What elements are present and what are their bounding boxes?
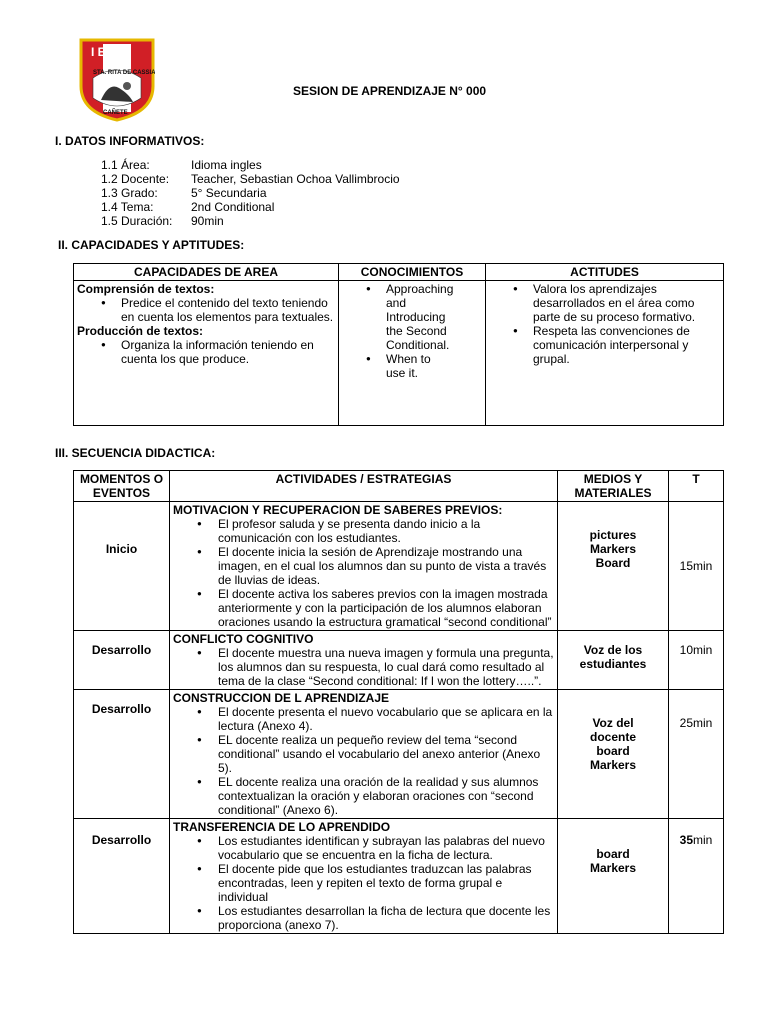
list-item: ● El docente presenta el nuevo vocabulario que se aplicara en la lectura (Anexo 4).	[173, 705, 554, 733]
table-row	[74, 819, 724, 934]
header-momentos: MOMENTOS O EVENTOS	[74, 471, 170, 502]
header-tiempo: T	[669, 471, 724, 502]
list-item: ● Los estudiantes desarrollan la ficha de lectura que docente les proporciona (anexo 7).	[173, 904, 554, 932]
moment-cell: Desarrollo	[74, 690, 170, 819]
list	[77, 338, 335, 366]
activity-title: CONSTRUCCION DE L APRENDIZAJE	[173, 691, 390, 705]
media-cell	[558, 819, 669, 934]
list-item: ● El docente muestra una nueva imagen y formula una pregunta, los alumnos dan su respuesta, lo cual dará como resultado al tema de la clase “Second conditional: If I won the lottery…..”.	[173, 646, 554, 688]
time-cell: 10min	[669, 631, 724, 690]
moment-cell: Inicio	[74, 502, 170, 631]
media-item: board	[596, 744, 630, 758]
logo-top-text: I E P	[91, 45, 118, 59]
list-item: ● EL docente realiza un pequeño review del tema “second conditional” usando el vocabulario del anexo anterior (Anexo 5).	[173, 733, 554, 775]
media-item: pictures	[589, 528, 637, 542]
section2-heading: II. CAPACIDADES Y APTITUDES:	[58, 238, 245, 252]
time-cell	[669, 819, 724, 934]
media-item: estudiantes	[579, 657, 647, 671]
section1-heading: I. DATOS INFORMATIVOS:	[55, 134, 205, 148]
list-item: ● Predice el contenido del texto teniendo en cuenta los elementos para textuales.	[77, 296, 335, 324]
list-item: ● When to use it.	[342, 352, 452, 380]
info-key: 1.1 Área:	[101, 158, 150, 172]
info-value: 90min	[191, 214, 224, 228]
time-cell: 25min	[669, 690, 724, 819]
table-row	[74, 631, 724, 690]
school-logo	[79, 38, 155, 122]
group-title-comprension: Comprensión de textos:	[77, 282, 215, 296]
school-crest-icon	[79, 38, 155, 122]
info-row-grado	[101, 186, 400, 200]
info-key: 1.3 Grado:	[101, 186, 158, 200]
table-header-row	[74, 471, 724, 502]
list-item: ● Approaching and Introducing the Second Conditional.	[342, 282, 452, 352]
activity-title: MOTIVACION Y RECUPERACION DE SABERES PREVIOS:	[173, 503, 503, 517]
header-capacidades: CAPACIDADES DE AREA	[74, 264, 339, 281]
media-item: Markers	[589, 758, 637, 772]
info-value: 5° Secundaria	[191, 186, 267, 200]
info-list	[101, 158, 400, 228]
header-actividades: ACTIVIDADES / ESTRATEGIAS	[170, 471, 558, 502]
info-row-tema	[101, 200, 400, 214]
activities-cell	[170, 819, 558, 934]
info-key: 1.2 Docente:	[101, 172, 170, 186]
document-title: SESION DE APRENDIZAJE N° 000	[293, 84, 487, 98]
list	[173, 834, 554, 932]
list-item: ● Valora los aprendizajes desarrollados en el área como parte de su proceso formativo.	[489, 282, 720, 324]
table-row	[74, 502, 724, 631]
media-item: Markers	[589, 542, 637, 556]
list-item: ● El docente inicia la sesión de Aprendizaje mostrando una imagen, en el cual los alumnos dan su punto de vista a través de lluvias de ideas.	[173, 545, 554, 587]
table-row	[74, 690, 724, 819]
capacidades-table	[73, 263, 724, 426]
section3-heading: III. SECUENCIA DIDACTICA:	[55, 446, 216, 460]
group-title-produccion: Producción de textos:	[77, 324, 204, 338]
table-header-row	[74, 264, 724, 281]
media-cell	[558, 690, 669, 819]
logo-bottom-text: CAÑETE	[103, 110, 128, 116]
activities-cell	[170, 502, 558, 631]
info-key: 1.4 Tema:	[101, 200, 154, 214]
media-item: docente	[589, 730, 636, 744]
time-value: 35	[679, 833, 693, 847]
list-item: ● EL docente realiza una oración de la realidad y sus alumnos contextualizan la oración y elaboran oraciones con “second conditional” (Anexo 6).	[173, 775, 554, 817]
info-value: Teacher, Sebastian Ochoa Vallimbrocio	[191, 172, 400, 186]
activity-title: CONFLICTO COGNITIVO	[173, 632, 314, 646]
list	[342, 282, 482, 380]
info-value: Idioma ingles	[191, 158, 262, 172]
list	[77, 296, 335, 324]
header-medios: MEDIOS Y MATERIALES	[558, 471, 669, 502]
header-actitudes: ACTITUDES	[486, 264, 724, 281]
media-item: Markers	[589, 861, 637, 875]
moment-cell: Desarrollo	[74, 631, 170, 690]
table-row	[74, 281, 724, 426]
info-value: 2nd Conditional	[191, 200, 275, 214]
media-item: Voz de los	[583, 643, 643, 657]
activities-cell	[170, 690, 558, 819]
info-key: 1.5 Duración:	[101, 214, 173, 228]
header-conocimientos: CONOCIMIENTOS	[339, 264, 486, 281]
media-cell	[558, 631, 669, 690]
time-unit: min	[693, 833, 713, 847]
media-item: board	[596, 847, 630, 861]
info-row-docente	[101, 172, 400, 186]
list	[173, 646, 554, 688]
activities-cell	[170, 631, 558, 690]
list-item: ● Los estudiantes identifican y subrayan las palabras del nuevo vocabulario que se encuentra en la ficha de lectura.	[173, 834, 554, 862]
actitudes-cell	[486, 281, 724, 426]
list-item: ● El docente activa los saberes previos con la imagen mostrada anteriormente y con la participación de los alumnos elaboran oraciones usando la estructura gramatical “second conditional”	[173, 587, 554, 629]
list	[173, 705, 554, 817]
media-item: Board	[595, 556, 631, 570]
info-row-duracion	[101, 214, 400, 228]
list-item: ● Respeta las convenciones de comunicación interpersonal y grupal.	[489, 324, 720, 366]
activity-title: TRANSFERENCIA DE LO APRENDIDO	[173, 820, 391, 834]
list	[489, 282, 720, 366]
list	[173, 517, 554, 629]
media-item: Voz del	[592, 716, 634, 730]
list-item: ● Organiza la información teniendo en cuenta los que produce.	[77, 338, 335, 366]
list-item: ● El profesor saluda y se presenta dando inicio a la comunicación con los estudiantes.	[173, 517, 554, 545]
conocimientos-cell	[339, 281, 486, 426]
list-item: ● El docente pide que los estudiantes traduzcan las palabras encontradas, leen y repiten el texto de forma grupal e individual	[173, 862, 554, 904]
logo-arc-text: STA. RITA DE CASSIA	[93, 70, 155, 76]
capacidades-cell	[74, 281, 339, 426]
moment-cell: Desarrollo	[74, 819, 170, 934]
time-cell: 15min	[669, 502, 724, 631]
info-row-area	[101, 158, 400, 172]
media-cell	[558, 502, 669, 631]
secuencia-table	[73, 470, 724, 934]
